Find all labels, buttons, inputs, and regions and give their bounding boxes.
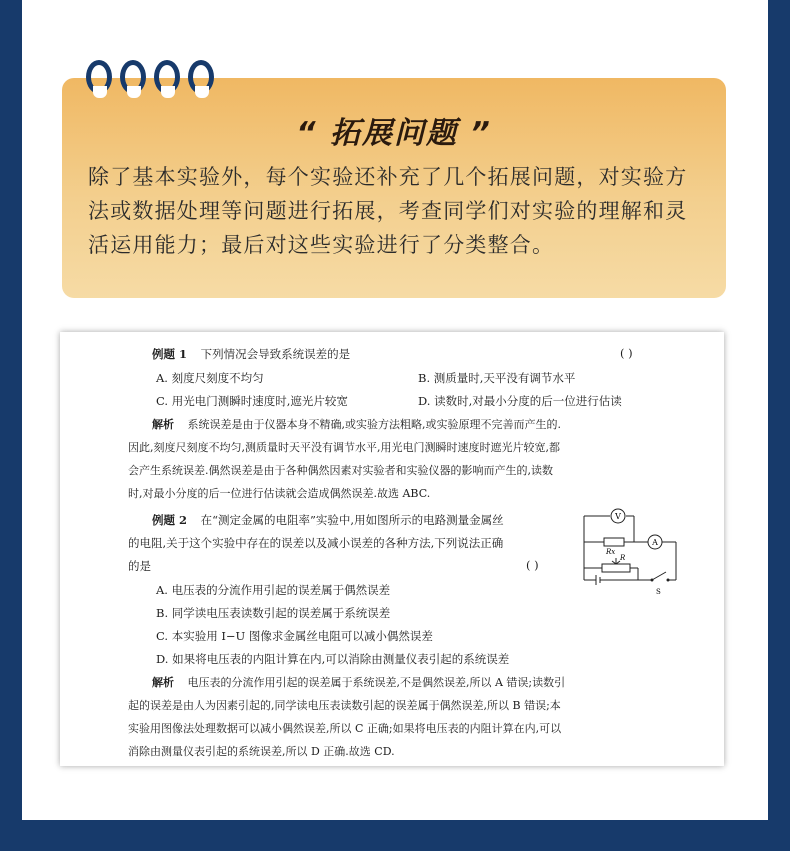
example1-analysis-line4: 时,对最小分度的后一位进行估读就会造成偶然误差.故选 ABC. [128,487,431,500]
example2-analysis-line4: 消除由测量仪表引起的系统误差,所以 D 正确.故选 CD. [128,745,395,758]
example2-analysis-line2: 起的误差是由人为因素引起的,同学读电压表读数引起的误差属于偶然误差,所以 B 错误;本 [128,699,561,712]
example2-question-line3: 的是 [128,559,151,573]
example2-analysis-line1: 解析 电压表的分流作用引起的误差属于系统误差,不是偶然误差,所以 A 错误;读数引 [152,676,566,689]
example1-analysis-line2: 因此,刻度尺刻度不均匀,测质量时天平没有调节水平,用光电门测瞬时速度时遮光片较宽,都 [128,441,560,454]
example1-option-c: C. 用光电门测瞬时速度时,遮光片较宽 [156,394,348,408]
example1-option-b: B. 测质量时,天平没有调节水平 [418,371,576,385]
textbook-page-scan [60,332,724,766]
example2-option-d: D. 如果将电压表的内阻计算在内,可以消除由测量仪表引起的系统误差 [156,652,510,666]
binder-rings-icon [86,60,216,104]
example2-option-c: C. 本实验用 I−U 图像求金属丝电阻可以减小偶然误差 [156,629,433,643]
ammeter-label: A [652,538,658,547]
example2-question-line1: 例题 2 在“测定金属的电阻率”实验中,用如图所示的电路测量金属丝 [152,513,504,527]
example2-analysis-line3: 实验用图像法处理数据可以减小偶然误差,所以 C 正确;如果将电压表的内阻计算在内,可以 [128,722,562,735]
card-title: “ 拓展问题 ” [296,116,492,151]
example1-question: 例题 1 下列情况会导致系统误差的是 [152,347,351,361]
example1-option-a: A. 刻度尺刻度不均匀 [156,371,264,385]
switch-label: S [656,588,661,596]
example1-option-d: D. 读数时,对最小分度的后一位进行估读 [418,394,622,408]
example2-answer-bracket: ( ) [526,558,539,572]
card-description: 除了基本实验外，每个实验还补充了几个拓展问题，对实验方法或数据处理等问题进行拓展，考查同学们对实验的理解和灵活运用能力；最后对这些实验进行了分类整合。 [88,165,688,257]
voltmeter-label: V [615,512,621,521]
circuit-diagram [576,508,686,598]
bottom-band [0,820,790,851]
example1-analysis-line1: 解析 系统误差是由于仪器本身不精确,或实验方法粗略,或实验原理不完善而产生的. [152,418,561,431]
example2-question-line2: 的电阻,关于这个实验中存在的误差以及减小误差的各种方法,下列说法正确 [128,536,504,550]
rheostat-label: R [620,554,626,562]
rx-label: Rx [606,548,616,556]
right-frame [768,0,790,851]
example1-heading: 例题 1 [152,347,188,361]
example2-option-a: A. 电压表的分流作用引起的误差属于偶然误差 [156,583,391,597]
example1-analysis-line3: 会产生系统误差.偶然误差是由于各种偶然因素对实验者和实验仪器的影响而产生的,读数 [128,464,553,477]
example1-answer-bracket: ( ) [620,346,633,360]
left-frame [0,0,22,851]
example2-option-b: B. 同学读电压表读数引起的误差属于系统误差 [156,606,391,620]
example2-heading: 例题 2 [152,513,188,527]
